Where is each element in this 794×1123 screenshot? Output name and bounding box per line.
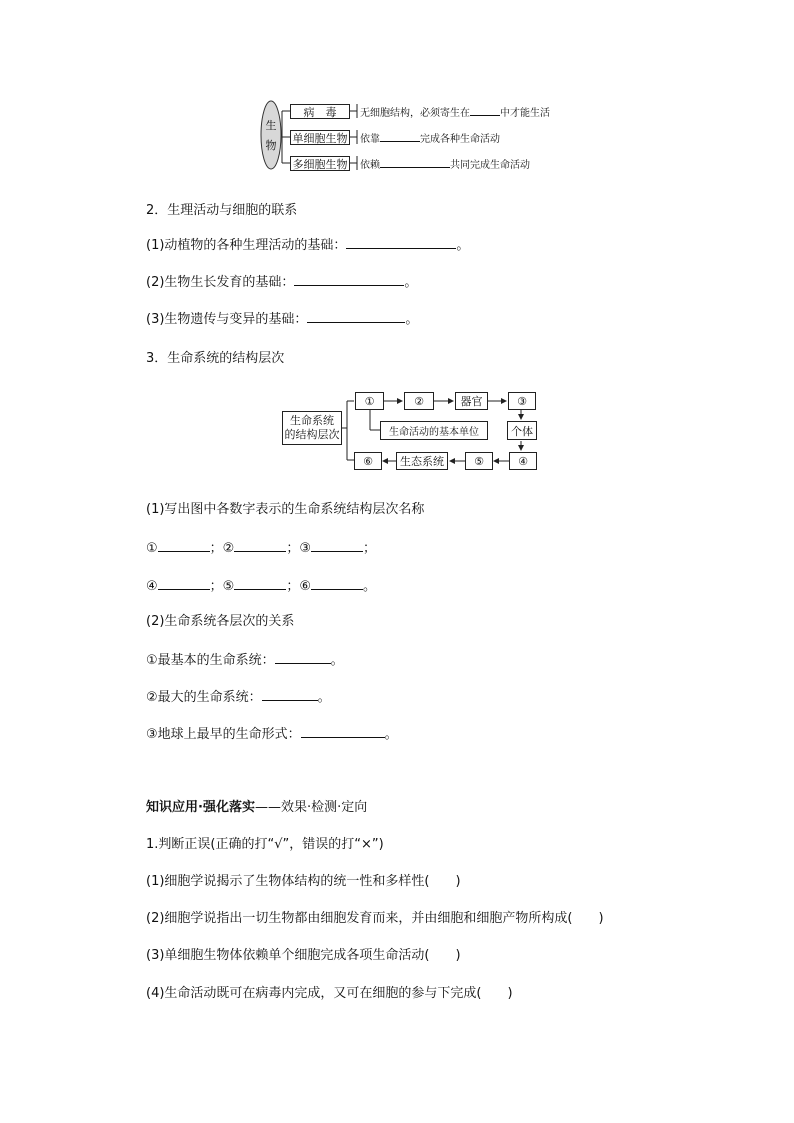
section4-heading: 知识应用·强化落实——效果·检测·定向	[146, 800, 368, 815]
answer-blank[interactable]	[158, 577, 210, 590]
section3-relation-1: ①最基本的生命系统： 。	[146, 653, 344, 668]
hierarchy-title-line1: 生命系统	[290, 414, 334, 427]
answer-blank[interactable]	[311, 577, 363, 590]
virus-label: 病 毒	[303, 105, 337, 119]
hierarchy-title-line2: 的结构层次	[284, 428, 340, 441]
level-4-box: ④	[509, 452, 537, 470]
unicellular-description: 依靠 完成各种生命活动	[360, 130, 500, 145]
judgement-item-1[interactable]: (1)细胞学说揭示了生物体结构的统一性和多样性( )	[146, 874, 461, 889]
section2-heading: 2．生理活动与细胞的联系	[146, 203, 298, 218]
level-3-box: ③	[508, 392, 536, 410]
level-5-box: ⑤	[465, 452, 493, 470]
judgement-intro: 1.判断正误(正确的打“√”，错误的打“×”)	[146, 837, 384, 852]
multicellular-label: 多细胞生物	[292, 157, 348, 171]
answer-blank[interactable]	[262, 688, 318, 701]
section3-question-1: (1)写出图中各数字表示的生命系统结构层次名称	[146, 502, 425, 517]
section3-question-2: (2)生命系统各层次的关系	[146, 614, 295, 629]
level-1-box: ①	[355, 392, 384, 410]
answer-blank[interactable]	[301, 725, 385, 738]
judgement-item-2[interactable]: (2)细胞学说指出一切生物都由细胞发育而来，并由细胞和细胞产物所构成( )	[146, 911, 604, 926]
ecosystem-box: 生态系统	[396, 452, 448, 470]
hierarchy-arrows	[0, 0, 794, 520]
level-2-box: ②	[404, 392, 434, 410]
section2-item-1: (1)动植物的各种生理活动的基础： 。	[146, 238, 470, 253]
answer-blank[interactable]	[158, 539, 210, 552]
individual-box: 个体	[507, 421, 537, 440]
judgement-item-3[interactable]: (3)单细胞生物体依赖单个细胞完成各项生命活动( )	[146, 948, 461, 963]
basic-unit-box: 生命活动的基本单位	[380, 421, 488, 440]
section3-blanks-row-2: ④ ；⑤ ；⑥ 。	[146, 579, 376, 594]
section3-relation-2: ②最大的生命系统： 。	[146, 690, 331, 705]
answer-blank[interactable]	[234, 539, 286, 552]
section3-relation-3: ③地球上最早的生命形式： 。	[146, 727, 398, 742]
section2-item-3: (3)生物遗传与变异的基础： 。	[146, 312, 419, 327]
virus-description: 无细胞结构，必须寄生在 中才能生活	[360, 104, 550, 119]
organism-root-label: 生物	[265, 119, 277, 152]
multicellular-description: 依赖 共同完成生命活动	[360, 156, 530, 171]
section2-item-2: (2)生物生长发育的基础： 。	[146, 275, 418, 290]
hierarchy-title-box	[282, 411, 342, 445]
section3-blanks-row-1: ① ；② ；③ ；	[146, 541, 376, 556]
answer-blank[interactable]	[234, 577, 286, 590]
answer-blank[interactable]	[311, 539, 363, 552]
judgement-item-4[interactable]: (4)生命活动既可在病毒内完成，又可在细胞的参与下完成( )	[146, 986, 513, 1001]
answer-blank[interactable]	[275, 651, 331, 664]
organ-box: 器官	[455, 392, 488, 410]
level-6-box: ⑥	[354, 452, 382, 470]
unicellular-label: 单细胞生物	[292, 131, 348, 145]
section3-heading: 3．生命系统的结构层次	[146, 351, 285, 366]
